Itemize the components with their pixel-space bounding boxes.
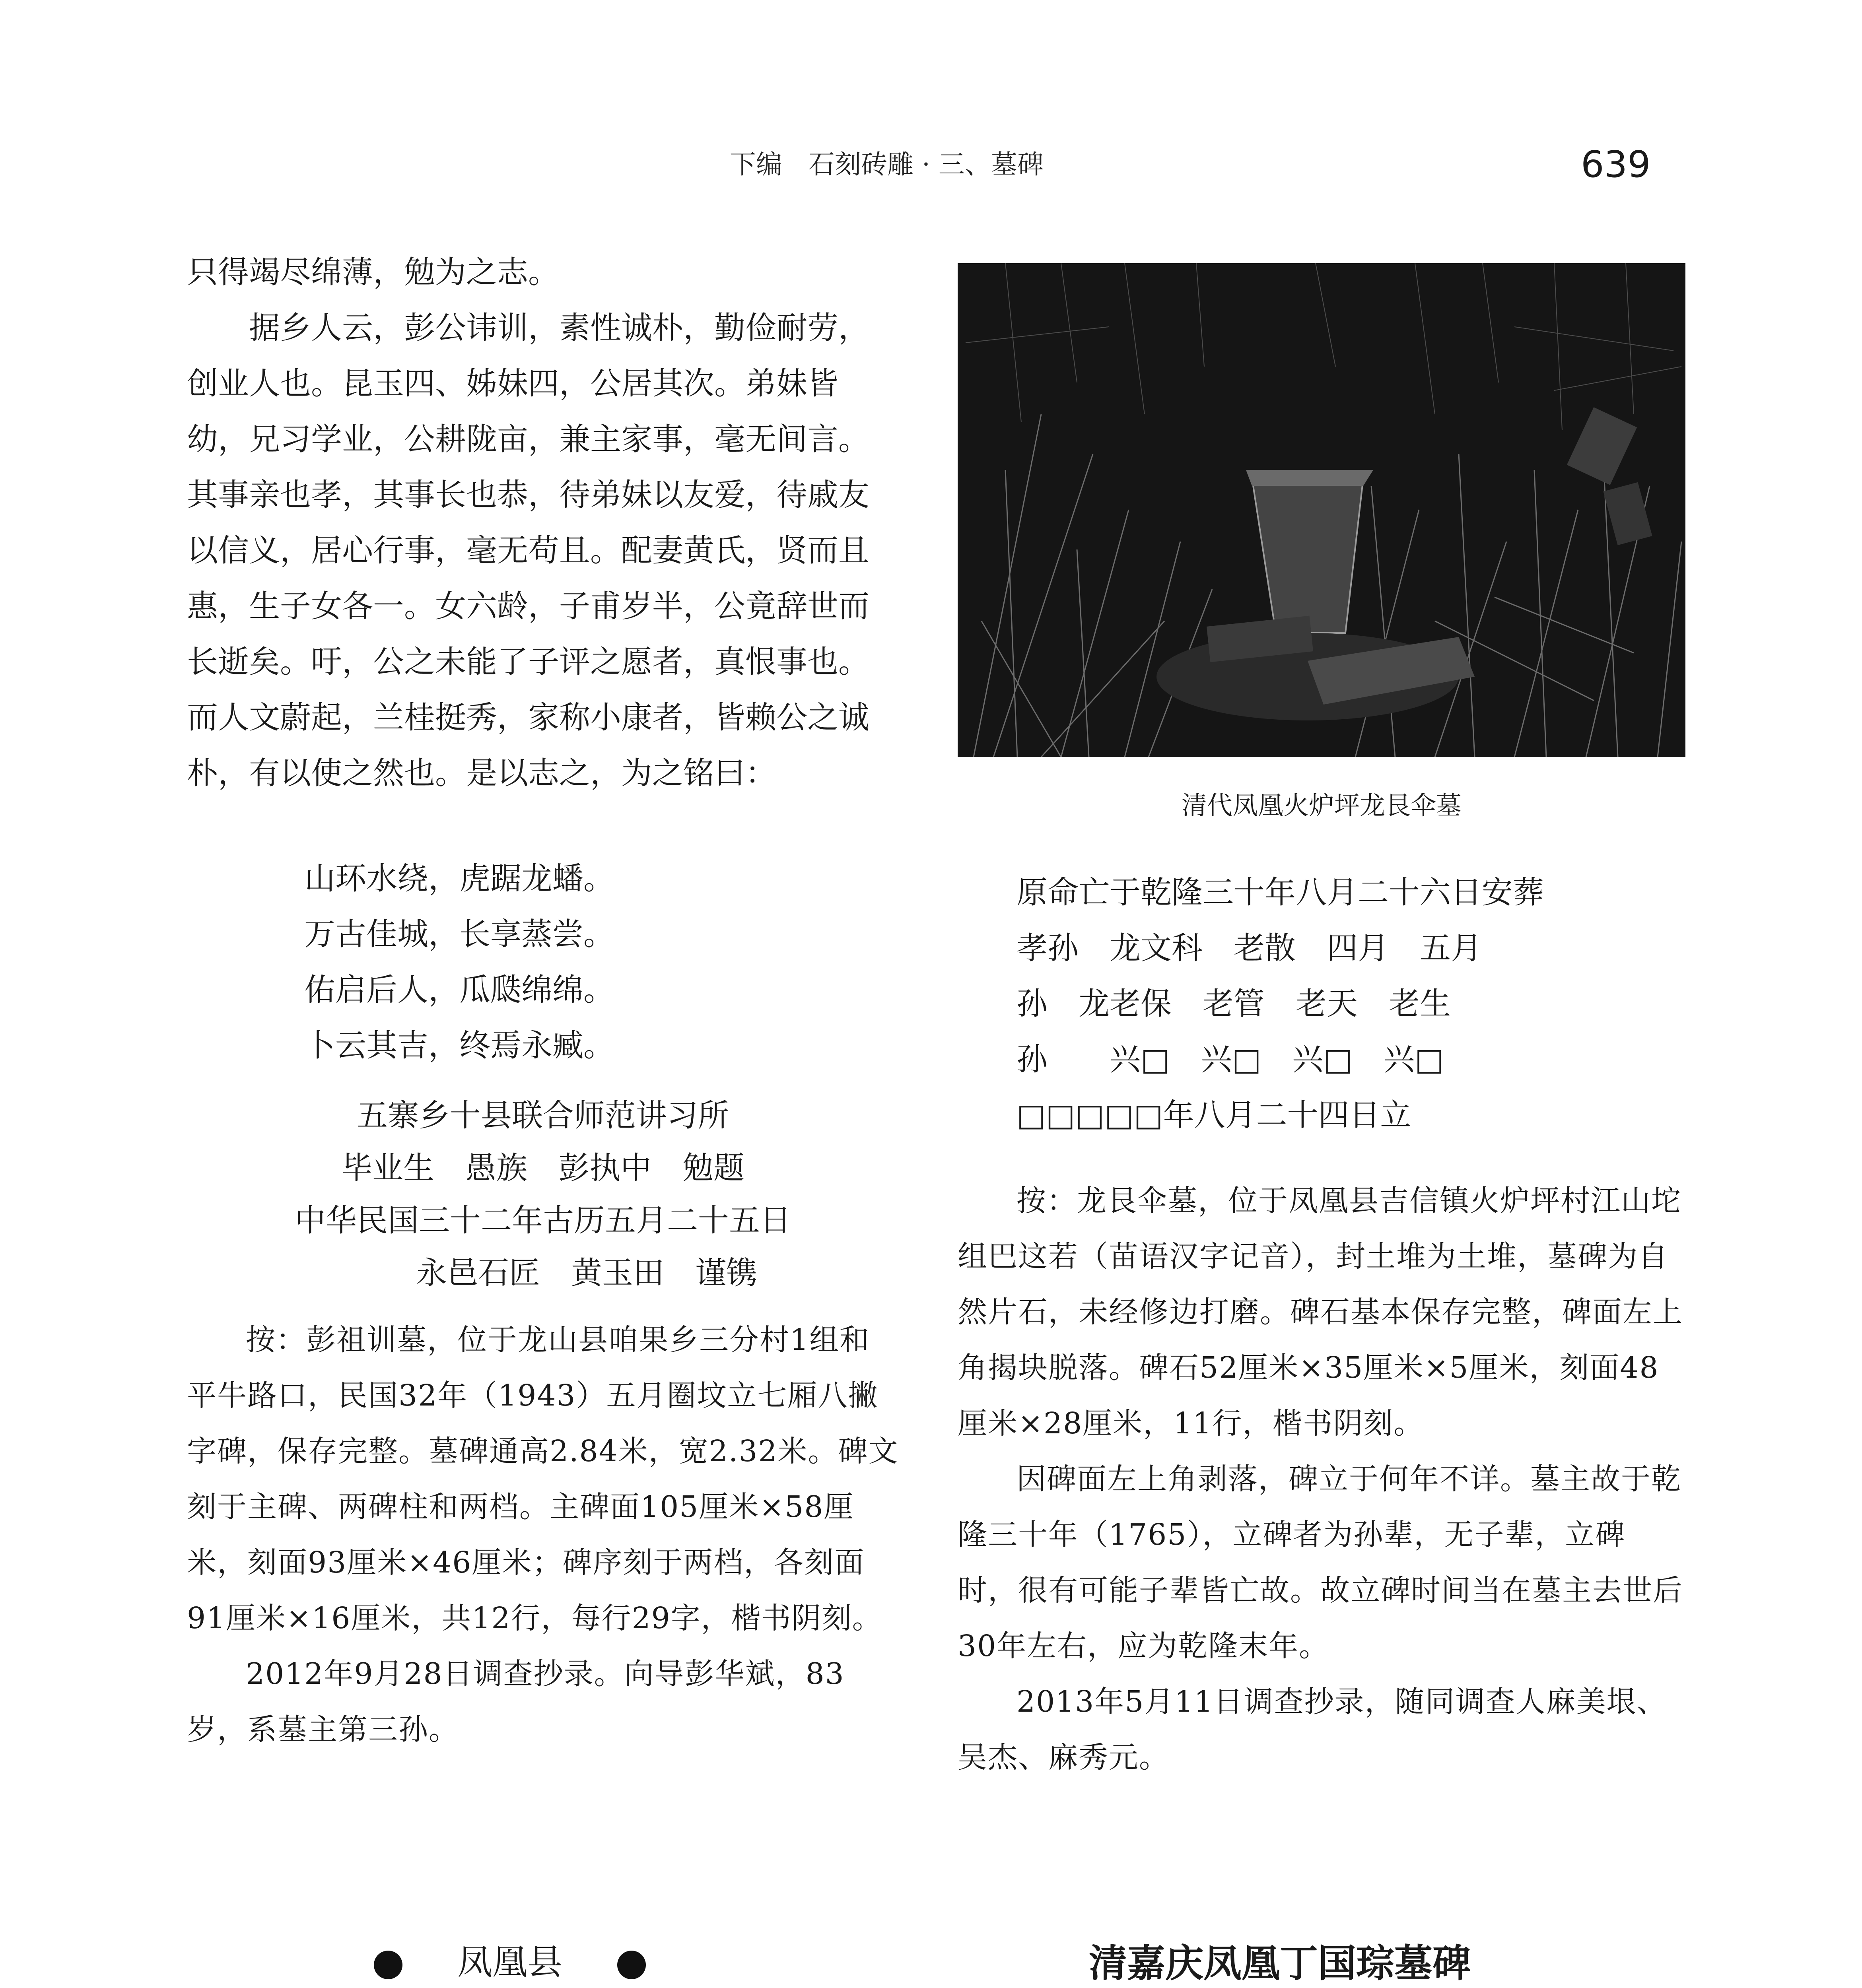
inscription-line: 原命亡于乾隆三十年八月二十六日安葬 <box>1017 875 1544 911</box>
page-number: 639 <box>1581 143 1651 186</box>
poem-line: 山环水绕，虎踞龙蟠。 <box>304 861 615 897</box>
bullet-dot-icon <box>374 1951 402 1979</box>
poem-line: 万古佳城，长享蒸尝。 <box>304 916 615 952</box>
signature-line: 毕业生 愚族 彭执中 勉题 <box>341 1150 744 1186</box>
note-paragraph: 2013年5月11日调查抄录，随同调查人麻美垠、吴杰、麻秀元。 <box>958 1685 1667 1774</box>
inscription-line: 孝孙 龙文科 老散 四月 五月 <box>1017 930 1482 966</box>
signature-block <box>187 1089 899 1299</box>
note-paragraph: 按：彭祖训墓，位于龙山县咱果乡三分村1组和平牛路口，民国32年（1943）五月圈坟立七厢八撇字碑，保存完整。墓碑通高2.84米，宽2.32米。碑文刻于主碑、两碑柱和两档。主碑面105厘米×58厘米，刻面93厘米×46厘米；碑序刻于两档，各刻面91厘米×16厘米，共12行，每行29字，楷书阴刻。 <box>187 1323 899 1635</box>
inscription-line: 孙 兴□ 兴□ 兴□ 兴□ <box>1017 1042 1444 1077</box>
tomb-photo <box>958 263 1685 757</box>
inscription-line: 孙 龙老保 老管 老天 老生 <box>1017 986 1451 1022</box>
county-name: 凤凰县 <box>457 1941 562 1982</box>
photo-caption: 清代凤凰火炉坪龙艮伞墓 <box>1182 791 1462 821</box>
note-paragraph: 按：龙艮伞墓，位于凤凰县吉信镇火炉坪村江山坨组巴这若（苗语汉字记音），封土堆为土堆，墓碑为自然片石，未经修边打磨。碑石基本保存完整，碑面左上角揭块脱落。碑石52厘米×35厘米×5厘米，刻面48厘米×28厘米，11行，楷书阴刻。 <box>958 1184 1683 1441</box>
paragraph: 只得竭尽绵薄，勉为之志。 <box>187 254 560 290</box>
poem-line: 卜云其吉，终焉永臧。 <box>304 1028 615 1064</box>
note-paragraph: 因碑面左上角剥落，碑立于何年不详。墓主故于乾隆三十年（1765），立碑者为孙辈，无子辈，立碑时，很有可能子辈皆亡故。故立碑时间当在墓主去世后30年左右，应为乾隆末年。 <box>958 1462 1683 1663</box>
left-intro <box>187 245 899 801</box>
epitaph-poem <box>304 851 614 1074</box>
signature-line: 五寨乡十县联合师范讲习所 <box>356 1098 729 1134</box>
bullet-dot-icon <box>617 1951 646 1979</box>
inscription-line: □□□□□年八月二十四日立 <box>1017 1097 1411 1133</box>
poem-line: 佑启后人，瓜瓞绵绵。 <box>304 972 615 1008</box>
signature-line: 永邑石匠 黄玉田 谨镌 <box>416 1255 757 1291</box>
tomb-inscription <box>1017 865 1544 1143</box>
section-title: 清嘉庆凤凰丁国琮墓碑 <box>1089 1941 1471 1986</box>
paragraph: 据乡人云，彭公讳训，素性诚朴，勤俭耐劳，创业人也。昆玉四、姊妹四，公居其次。弟妹皆幼，兄习学业，公耕陇亩，兼主家事，毫无间言。其事亲也孝，其事长也恭，待弟妹以友爱，待戚友以信义，居心行事，毫无苟且。配妻黄氏，贤而且惠，生子女各一。女六龄，子甫岁半，公竟辞世而长逝矣。吁，公之未能了子评之愿者，真恨事也。而人文蔚起，兰桂挺秀，家称小康者，皆赖公之诚朴，有以使之然也。是以志之，为之铭曰： <box>187 310 870 791</box>
signature-line: 中华民国三十二年古历五月二十五日 <box>294 1203 791 1239</box>
county-heading <box>374 1934 646 1984</box>
running-title: 下编 石刻砖雕 · 三、墓碑 <box>730 149 1044 180</box>
right-notes <box>958 1173 1685 1785</box>
left-notes <box>187 1312 899 1757</box>
note-paragraph: 2012年9月28日调查抄录。向导彭华斌，83岁，系墓主第三孙。 <box>187 1657 845 1747</box>
